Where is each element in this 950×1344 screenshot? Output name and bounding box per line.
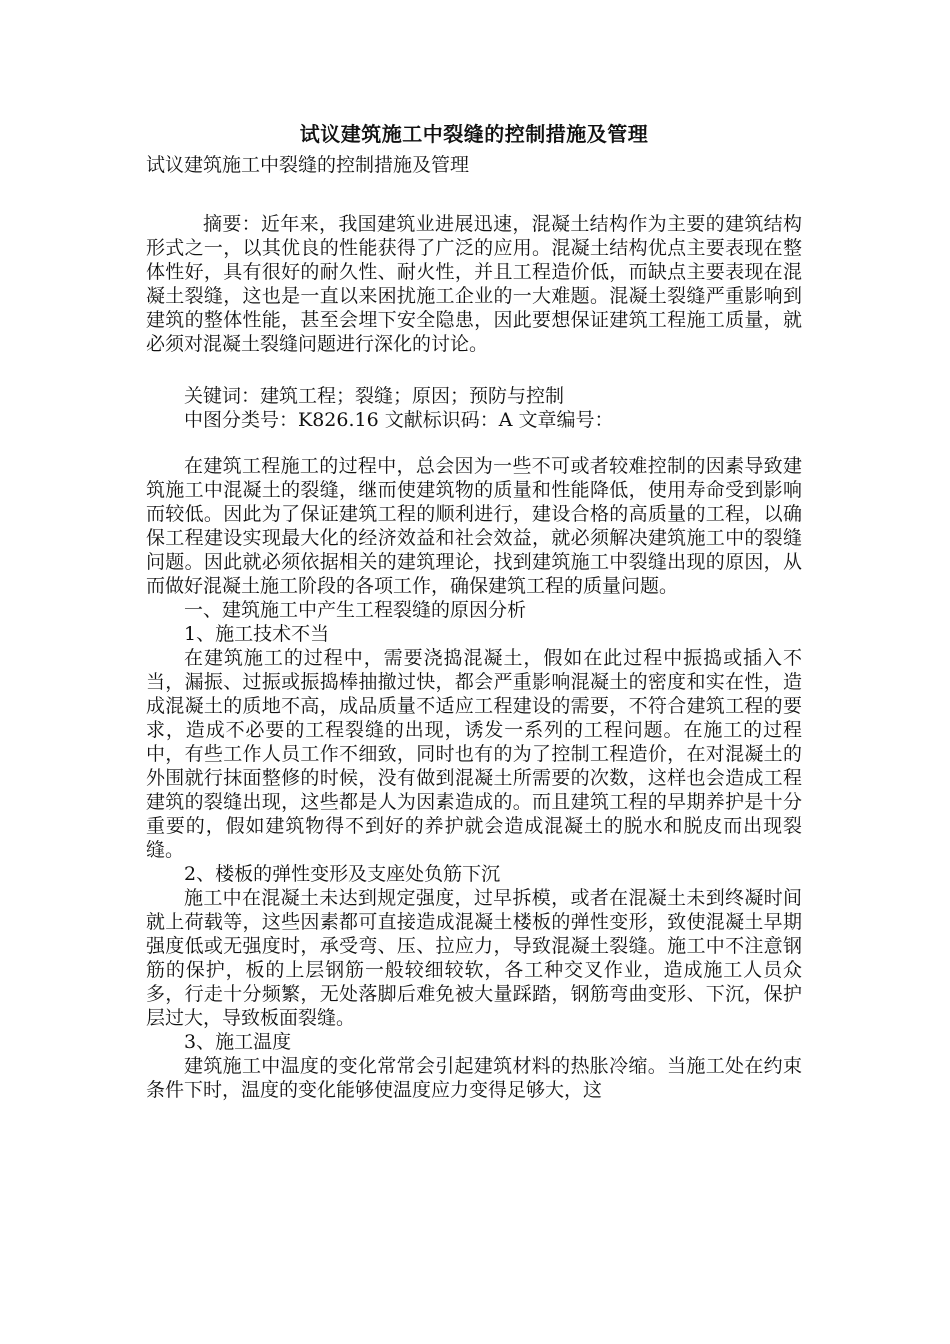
abstract-paragraph: 摘要：近年来，我国建筑业进展迅速，混凝土结构作为主要的建筑结构形式之一，以其优良的性能获得了广泛的应用。混凝土结构优点主要表现在整体性好，具有很好的耐久性、耐火性，并且工程造价低，而缺点主要表现在混凝土裂缝，这也是一直以来困扰施工企业的一大难题。混凝土裂缝严重影响到建筑的整体性能，甚至会埋下安全隐患，因此要想保证建筑工程施工质量，就必须对混凝土裂缝问题进行深化的讨论。: [146, 213, 802, 355]
classification-line: 中图分类号：K826.16 文献标识码：A 文章编号：: [184, 409, 614, 431]
subsection-heading-2: 2、楼板的弹性变形及支座处负筋下沉: [184, 863, 501, 885]
subsection-paragraph-3: 建筑施工中温度的变化常常会引起建筑材料的热胀冷缩。当施工处在约束条件下时，温度的变化能够使温度应力变得足够大，这: [146, 1055, 802, 1101]
subsection-heading-3: 3、施工温度: [184, 1031, 292, 1053]
document-page: [146, 120, 802, 1102]
document-subtitle: 试议建筑施工中裂缝的控制措施及管理: [146, 154, 470, 176]
subsection-heading-1: 1、施工技术不当: [184, 623, 330, 645]
subsection-paragraph-2: 施工中在混凝土未达到规定强度，过早拆模，或者在混凝土未到终凝时间就上荷载等，这些因素都可直接造成混凝土楼板的弹性变形，致使混凝土早期强度低或无强度时，承受弯、压、拉应力，导致混凝土裂缝。施工中不注意钢筋的保护，板的上层钢筋一般较细较软，各工种交叉作业，造成施工人员众多，行走十分频繁，无处落脚后难免被大量踩踏，钢筋弯曲变形、下沉，保护层过大，导致板面裂缝。: [146, 887, 802, 1029]
spacer: [146, 178, 802, 212]
document-title: 试议建筑施工中裂缝的控制措施及管理: [299, 122, 649, 146]
section-heading-1: 一、建筑施工中产生工程裂缝的原因分析: [184, 599, 527, 621]
keywords-line: 关键词：建筑工程；裂缝；原因；预防与控制: [184, 385, 565, 407]
spacer: [146, 432, 802, 454]
subsection-paragraph-1: 在建筑施工的过程中，需要浇捣混凝土，假如在此过程中振捣或插入不当，漏振、过振或振捣棒抽撤过快，都会严重影响混凝土的密度和实在性，造成混凝土的质地不高，成品质量不适应工程建设的需要，不符合建筑工程的要求，造成不必要的工程裂缝的出现，诱发一系列的工程问题。在施工的过程中，有些工作人员工作不细致，同时也有的为了控制工程造价，在对混凝土的外围就行抹面整修的时候，没有做到混凝土所需要的次数，这样也会造成工程建筑的裂缝出现，这些都是人为因素造成的。而且建筑工程的早期养护是十分重要的，假如建筑物得不到好的养护就会造成混凝土的脱水和脱皮而出现裂缝。: [146, 647, 802, 861]
spacer: [146, 356, 802, 384]
intro-paragraph: 在建筑工程施工的过程中，总会因为一些不可或者较难控制的因素导致建筑施工中混凝土的裂缝，继而使建筑物的质量和性能降低，使用寿命受到影响而较低。因此为了保证建筑工程的顺利进行，建设合格的高质量的工程，以确保工程建设实现最大化的经济效益和社会效益，就必须解决建筑施工中的裂缝问题。因此就必须依据相关的建筑理论，找到建筑施工中裂缝出现的原因，从而做好混凝土施工阶段的各项工作，确保建筑工程的质量问题。: [146, 455, 802, 597]
